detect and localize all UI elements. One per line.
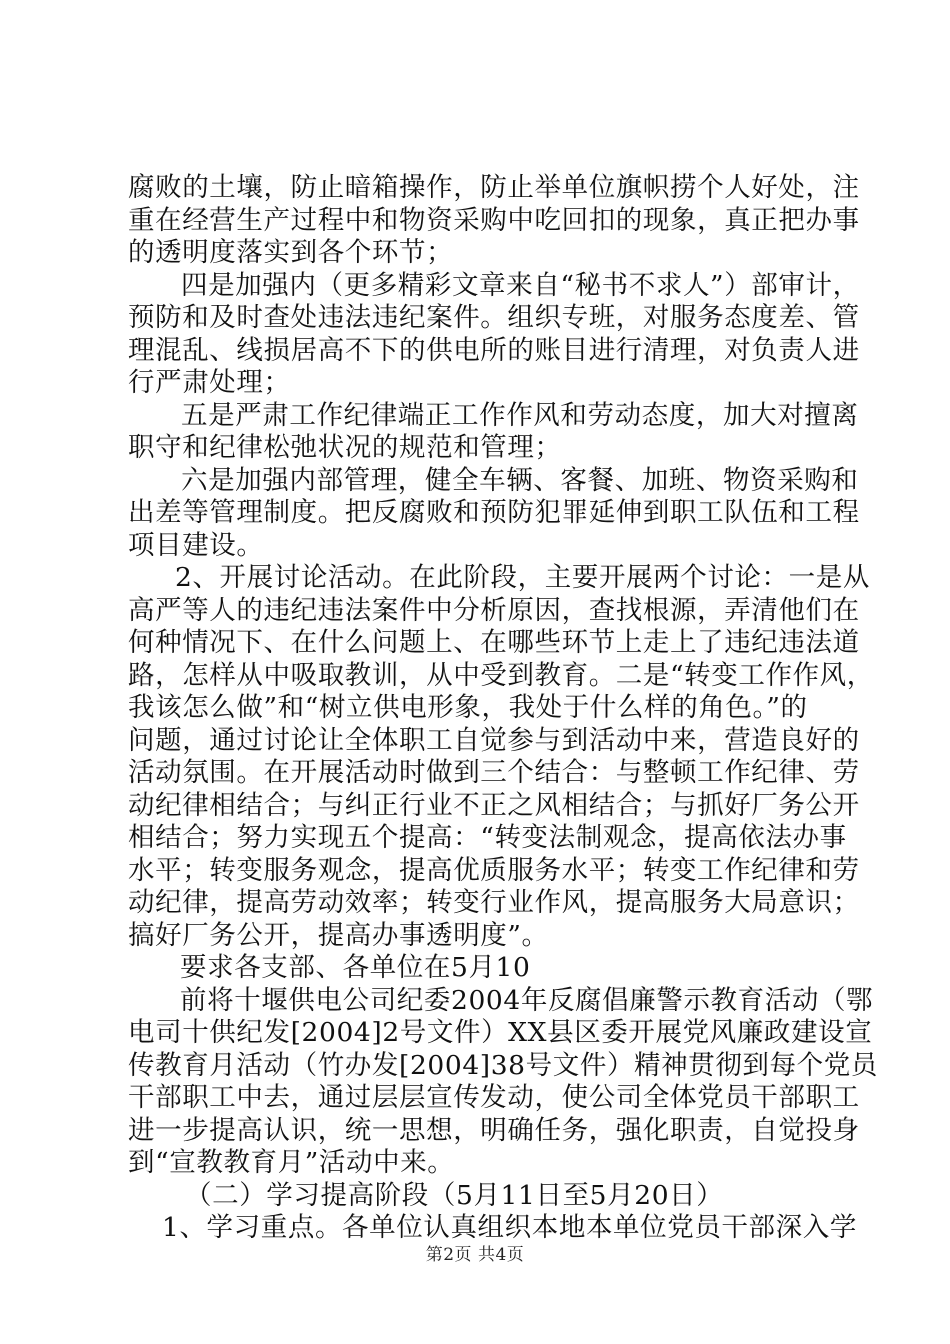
text-line: 相结合；努力实现五个提高：“转变法制观念，提高依法办事 — [128, 822, 847, 853]
text-line: 问题，通过讨论让全体职工自觉参与到活动中来，营造良好的 — [128, 724, 860, 756]
text-line: 水平；转变服务观念，提高优质服务水平；转变工作纪律和劳 — [128, 854, 860, 886]
paragraph-start-line: 六是加强内部管理，健全车辆、客餐、加班、物资采购和 — [181, 464, 859, 496]
paragraph-start-line: 五是严肃工作纪律端正工作作风和劳动态度，加大对擅离 — [181, 399, 859, 431]
text-line: 到“宣教教育月”活动中来。 — [128, 1147, 455, 1178]
text-line: 项目建设。 — [128, 529, 264, 561]
text-line: 的透明度落实到各个环节； — [128, 237, 454, 268]
section-heading: （二）学习提高阶段（5月11日至5月20日） — [185, 1179, 724, 1211]
paragraph-start-line: 要求各支部、各单位在5月10 — [180, 952, 531, 983]
text-line: 腐败的土壤，防止暗箱操作，防止举单位旗帜捞个人好处，注 — [128, 172, 860, 203]
text-line: 职守和纪律松弛状况的规范和管理； — [128, 432, 562, 463]
paragraph-start-line: 1、学习重点。各单位认真组织本地本单位党员干部深入学 — [162, 1212, 857, 1243]
text-line: 出差等管理制度。把反腐败和预防犯罪延伸到职工队伍和工程 — [128, 497, 860, 528]
page-footer: 第2页 共4页 — [425, 1245, 525, 1265]
paragraph-start-line: 四是加强内（更多精彩文章来自“秘书不求人”）部审计， — [181, 269, 860, 301]
paragraph-start-line: 2、开展讨论活动。在此阶段，主要开展两个讨论：一是从 — [175, 562, 870, 593]
text-line: 理混乱、线损居高不下的供电所的账目进行清理，对负责人进 — [128, 334, 860, 366]
text-line: 活动氛围。在开展活动时做到三个结合：与整顿工作纪律、劳 — [128, 757, 860, 788]
text-line: 我该怎么做”和“树立供电形象，我处于什么样的角色。”的 — [128, 692, 808, 723]
text-line: 高严等人的违纪违法案件中分析原因，查找根源，弄清他们在 — [128, 594, 860, 626]
document-body — [128, 172, 878, 1245]
text-line: 重在经营生产过程中和物资采购中吃回扣的现象，真正把办事 — [128, 204, 860, 236]
text-line: 路，怎样从中吸取教训，从中受到教育。二是“转变工作作风， — [128, 659, 874, 691]
text-line: 何种情况下、在什么问题上、在哪些环节上走上了违纪违法道 — [128, 627, 860, 658]
paragraph-start-line: 前将十堰供电公司纪委2004年反腐倡廉警示教育活动（鄂 — [180, 984, 874, 1016]
text-line: 搞好厂务公开，提高办事透明度”。 — [128, 919, 549, 951]
text-line: 传教育月活动（竹办发[2004]38号文件）精神贯彻到每个党员 — [128, 1049, 878, 1081]
text-line: 预防和及时查处违法违纪案件。组织专班，对服务态度差、管 — [128, 302, 860, 333]
text-line: 行严肃处理； — [128, 367, 291, 398]
text-line: 动纪律，提高劳动效率；转变行业作风，提高服务大局意识； — [128, 887, 860, 918]
text-line: 电司十供纪发[2004]2号文件）XX县区委开展党风廉政建设宣 — [128, 1017, 873, 1048]
text-line: 进一步提高认识，统一思想，明确任务，强化职责，自觉投身 — [128, 1114, 860, 1146]
text-line: 动纪律相结合；与纠正行业不正之风相结合；与抓好厂务公开 — [128, 789, 860, 821]
text-line: 干部职工中去，通过层层宣传发动，使公司全体党员干部职工 — [128, 1082, 860, 1113]
